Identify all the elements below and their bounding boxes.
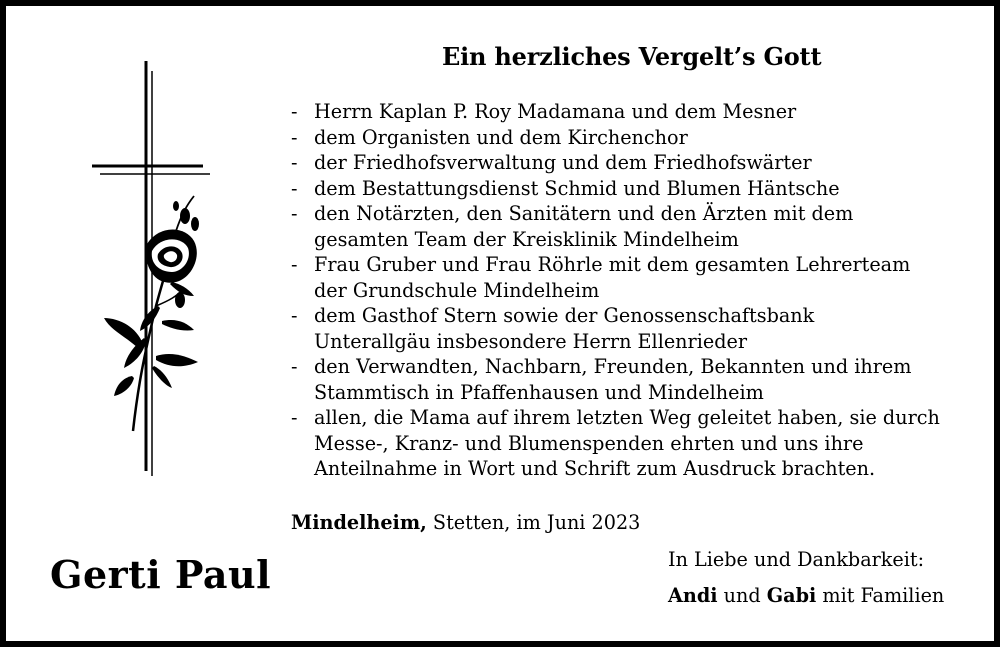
thanks-item: - dem Bestattungsdienst Schmid und Blumen Häntsche bbox=[291, 176, 940, 202]
deceased-name: Gerti Paul bbox=[50, 552, 272, 597]
thanks-item: - dem Gasthof Stern sowie der Genossenschaftsbank Unterallgäu insbesondere Herrn Ellenrieder bbox=[291, 303, 940, 354]
thanks-item: - den Notärzten, den Sanitätern und den Ärzten mit dem gesamten Team der Kreisklinik Mindelheim bbox=[291, 201, 940, 252]
thanks-item: - allen, die Mama auf ihrem letzten Weg geleitet haben, sie durch Messe-, Kranz- und Blumenspenden ehrten und uns ihre Anteilnahme in Wort und Schrift zum Ausdruck brachten. bbox=[291, 405, 940, 482]
heading: Ein herzliches Vergelt’s Gott bbox=[442, 42, 822, 71]
place-date bbox=[291, 511, 640, 534]
cross-with-rose bbox=[86, 56, 216, 476]
signer-suffix: mit Familien bbox=[816, 584, 945, 607]
thanks-item: - Frau Gruber und Frau Röhrle mit dem gesamten Lehrerteam der Grundschule Mindelheim bbox=[291, 252, 940, 303]
thanks-list bbox=[291, 99, 940, 482]
thanks-item: - den Verwandten, Nachbarn, Freunden, Bekannten und ihrem Stammtisch in Pfaffenhausen und Mindelheim bbox=[291, 354, 940, 405]
thanks-item: - dem Organisten und dem Kirchenchor bbox=[291, 125, 940, 151]
signer-conjunction: und bbox=[717, 584, 767, 607]
signer-name: Gabi bbox=[766, 584, 817, 607]
place-city: Mindelheim, bbox=[291, 511, 427, 534]
thanks-item: - der Friedhofsverwaltung und dem Friedhofswärter bbox=[291, 150, 940, 176]
signature-intro: In Liebe und Dankbarkeit: bbox=[668, 548, 925, 571]
place-date-text: Stetten, im Juni 2023 bbox=[426, 511, 641, 534]
thanks-item: - Herrn Kaplan P. Roy Madamana und dem Mesner bbox=[291, 99, 940, 125]
cross-icon bbox=[86, 56, 216, 476]
signature-names bbox=[668, 584, 944, 607]
signer-name: Andi bbox=[668, 584, 718, 607]
